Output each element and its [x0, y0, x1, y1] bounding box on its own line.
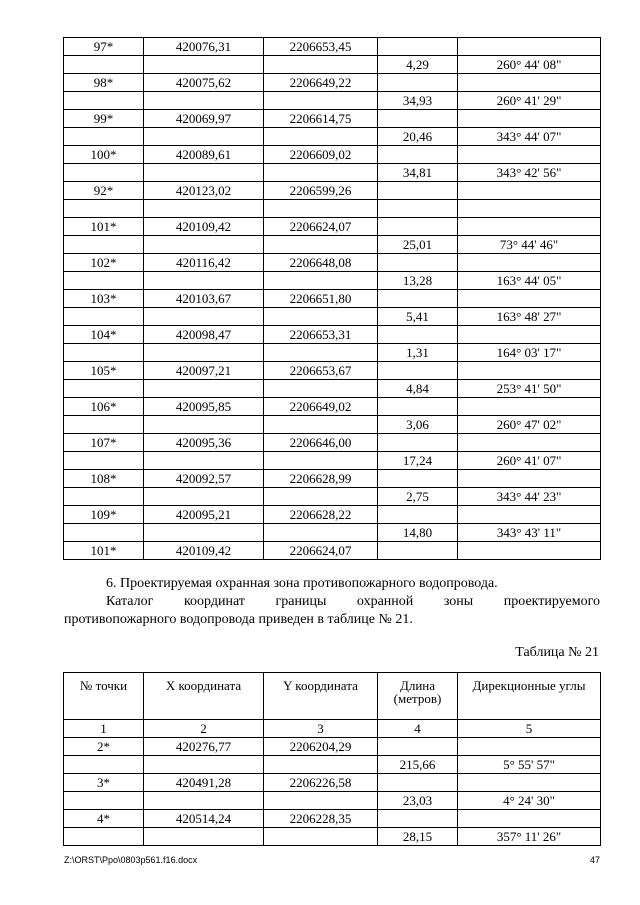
empty-cell	[378, 774, 458, 792]
empty-cell	[144, 488, 264, 506]
footer-page-number: 47	[589, 855, 600, 865]
empty-cell	[378, 542, 458, 560]
table-header-row	[64, 673, 601, 720]
segment-row	[64, 416, 601, 434]
point-row	[64, 738, 601, 756]
x-coordinate: 420123,02	[144, 182, 264, 200]
point-row	[64, 326, 601, 344]
direction-angle: 357° 11' 26"	[458, 828, 601, 846]
point-number: 103*	[64, 290, 144, 308]
segment-length: 23,03	[378, 792, 458, 810]
direction-angle: 260° 41' 29"	[458, 92, 601, 110]
direction-angle: 260° 44' 08"	[458, 56, 601, 74]
y-coordinate: 2206653,67	[264, 362, 378, 380]
point-number: 98*	[64, 74, 144, 92]
point-row	[64, 254, 601, 272]
y-coordinate: 2206646,00	[264, 434, 378, 452]
x-coordinate: 420095,85	[144, 398, 264, 416]
y-coordinate: 2206624,07	[264, 218, 378, 236]
direction-angle: 343° 44' 07"	[458, 128, 601, 146]
y-coordinate: 2206228,35	[264, 810, 378, 828]
empty-cell	[458, 362, 601, 380]
empty-cell	[144, 56, 264, 74]
x-coordinate: 420514,24	[144, 810, 264, 828]
point-row	[64, 38, 601, 56]
empty-cell	[378, 218, 458, 236]
x-coordinate: 420095,36	[144, 434, 264, 452]
point-number: 97*	[64, 38, 144, 56]
y-coordinate: 2206648,08	[264, 254, 378, 272]
segment-length: 34,81	[378, 164, 458, 182]
x-coordinate: 420109,42	[144, 218, 264, 236]
direction-angle: 343° 44' 23"	[458, 488, 601, 506]
column-number-row	[64, 720, 601, 738]
x-coordinate: 420075,62	[144, 74, 264, 92]
empty-cell	[144, 128, 264, 146]
empty-cell	[264, 164, 378, 182]
empty-cell	[144, 272, 264, 290]
point-number: 102*	[64, 254, 144, 272]
empty-cell	[378, 254, 458, 272]
segment-length: 3,06	[378, 416, 458, 434]
empty-cell	[144, 164, 264, 182]
empty-cell	[458, 810, 601, 828]
empty-cell	[264, 828, 378, 846]
point-row	[64, 290, 601, 308]
x-coordinate: 420109,42	[144, 542, 264, 560]
x-coordinate: 420089,61	[144, 146, 264, 164]
empty-cell	[378, 326, 458, 344]
column-number: 2	[144, 720, 264, 738]
empty-cell	[378, 506, 458, 524]
direction-angle	[458, 200, 601, 218]
empty-cell	[458, 434, 601, 452]
empty-cell	[64, 380, 144, 398]
y-coordinate: 2206614,75	[264, 110, 378, 128]
direction-angle: 260° 41' 07"	[458, 452, 601, 470]
empty-cell	[64, 344, 144, 362]
segment-length: 28,15	[378, 828, 458, 846]
empty-cell	[64, 56, 144, 74]
segment-length: 34,93	[378, 92, 458, 110]
empty-cell	[264, 92, 378, 110]
coordinates-table-21	[63, 672, 601, 846]
segment-row	[64, 452, 601, 470]
empty-cell	[378, 738, 458, 756]
y-coordinate: 2206653,31	[264, 326, 378, 344]
empty-cell	[458, 218, 601, 236]
point-row	[64, 542, 601, 560]
empty-cell	[458, 290, 601, 308]
empty-cell	[144, 200, 264, 218]
empty-cell	[458, 774, 601, 792]
segment-row	[64, 828, 601, 846]
empty-cell	[64, 272, 144, 290]
segment-row	[64, 524, 601, 542]
empty-cell	[264, 308, 378, 326]
empty-cell	[458, 254, 601, 272]
header-direction-angle: Дирекционные углы	[458, 673, 601, 720]
empty-cell	[64, 308, 144, 326]
segment-length: 25,01	[378, 236, 458, 254]
segment-row	[64, 92, 601, 110]
empty-cell	[264, 344, 378, 362]
direction-angle: 73° 44' 46"	[458, 236, 601, 254]
segment-row	[64, 200, 601, 218]
empty-cell	[264, 756, 378, 774]
y-coordinate: 2206204,29	[264, 738, 378, 756]
point-row	[64, 470, 601, 488]
empty-cell	[378, 398, 458, 416]
direction-angle: 164° 03' 17"	[458, 344, 601, 362]
x-coordinate: 420092,57	[144, 470, 264, 488]
empty-cell	[264, 56, 378, 74]
segment-row	[64, 344, 601, 362]
empty-cell	[264, 524, 378, 542]
segment-length: 5,41	[378, 308, 458, 326]
point-number: 106*	[64, 398, 144, 416]
direction-angle: 343° 42' 56"	[458, 164, 601, 182]
empty-cell	[458, 146, 601, 164]
segment-length: 14,80	[378, 524, 458, 542]
empty-cell	[264, 128, 378, 146]
empty-cell	[378, 110, 458, 128]
segment-row	[64, 308, 601, 326]
empty-cell	[264, 452, 378, 470]
x-coordinate: 420095,21	[144, 506, 264, 524]
segment-length	[378, 200, 458, 218]
segment-row	[64, 272, 601, 290]
y-coordinate: 2206651,80	[264, 290, 378, 308]
empty-cell	[144, 524, 264, 542]
y-coordinate: 2206628,22	[264, 506, 378, 524]
x-coordinate: 420491,28	[144, 774, 264, 792]
empty-cell	[264, 272, 378, 290]
table-caption: Таблица № 21	[515, 645, 599, 660]
empty-cell	[458, 38, 601, 56]
point-row	[64, 218, 601, 236]
empty-cell	[458, 326, 601, 344]
point-number: 4*	[64, 810, 144, 828]
header-y-coordinate: Y координата	[264, 673, 378, 720]
empty-cell	[144, 756, 264, 774]
segment-row	[64, 792, 601, 810]
segment-length: 1,31	[378, 344, 458, 362]
empty-cell	[458, 74, 601, 92]
direction-angle: 4° 24' 30"	[458, 792, 601, 810]
y-coordinate: 2206649,02	[264, 398, 378, 416]
segment-row	[64, 128, 601, 146]
segment-row	[64, 56, 601, 74]
empty-cell	[378, 434, 458, 452]
empty-cell	[144, 308, 264, 326]
point-number: 108*	[64, 470, 144, 488]
y-coordinate: 2206226,58	[264, 774, 378, 792]
empty-cell	[64, 92, 144, 110]
point-number: 105*	[64, 362, 144, 380]
empty-cell	[264, 792, 378, 810]
point-row	[64, 774, 601, 792]
empty-cell	[458, 110, 601, 128]
empty-cell	[458, 398, 601, 416]
point-number: 3*	[64, 774, 144, 792]
empty-cell	[378, 362, 458, 380]
empty-cell	[458, 182, 601, 200]
empty-cell	[144, 236, 264, 254]
empty-cell	[378, 74, 458, 92]
header-x-coordinate: X координата	[144, 673, 264, 720]
empty-cell	[144, 380, 264, 398]
empty-cell	[144, 828, 264, 846]
empty-cell	[64, 164, 144, 182]
empty-cell	[64, 416, 144, 434]
empty-cell	[378, 810, 458, 828]
segment-row	[64, 380, 601, 398]
column-number: 5	[458, 720, 601, 738]
empty-cell	[64, 524, 144, 542]
empty-cell	[144, 344, 264, 362]
point-row	[64, 74, 601, 92]
direction-angle: 163° 48' 27"	[458, 308, 601, 326]
empty-cell	[64, 792, 144, 810]
empty-cell	[64, 756, 144, 774]
x-coordinate: 420098,47	[144, 326, 264, 344]
direction-angle: 253° 41' 50"	[458, 380, 601, 398]
x-coordinate: 420116,42	[144, 254, 264, 272]
empty-cell	[378, 182, 458, 200]
empty-cell	[458, 542, 601, 560]
x-coordinate: 420076,31	[144, 38, 264, 56]
point-number: 101*	[64, 218, 144, 236]
empty-cell	[458, 470, 601, 488]
section-heading: 6. Проектируемая охранная зона противопожарного водопровода.	[106, 576, 498, 591]
segment-row	[64, 236, 601, 254]
header-length: Длина (метров)	[378, 673, 458, 720]
segment-length: 4,84	[378, 380, 458, 398]
point-row	[64, 110, 601, 128]
section-text-line: противопожарного водопровода приведен в таблице № 21.	[64, 612, 413, 627]
point-row	[64, 810, 601, 828]
segment-row	[64, 488, 601, 506]
segment-length: 4,29	[378, 56, 458, 74]
empty-cell	[378, 290, 458, 308]
point-number: 100*	[64, 146, 144, 164]
empty-cell	[264, 416, 378, 434]
section-text-line: Каталог координат границы охранной зоны проектируемого	[106, 594, 600, 609]
point-row	[64, 182, 601, 200]
empty-cell	[144, 792, 264, 810]
empty-cell	[144, 452, 264, 470]
segment-length: 13,28	[378, 272, 458, 290]
empty-cell	[378, 470, 458, 488]
empty-cell	[264, 236, 378, 254]
point-number: 107*	[64, 434, 144, 452]
point-number: 101*	[64, 542, 144, 560]
segment-length: 17,24	[378, 452, 458, 470]
empty-cell	[264, 200, 378, 218]
y-coordinate: 2206649,22	[264, 74, 378, 92]
empty-cell	[458, 506, 601, 524]
y-coordinate: 2206609,02	[264, 146, 378, 164]
y-coordinate: 2206599,26	[264, 182, 378, 200]
direction-angle: 343° 43' 11"	[458, 524, 601, 542]
column-number: 3	[264, 720, 378, 738]
point-number: 99*	[64, 110, 144, 128]
segment-length: 20,46	[378, 128, 458, 146]
direction-angle: 163° 44' 05"	[458, 272, 601, 290]
segment-length: 215,66	[378, 756, 458, 774]
coordinates-table-continued	[63, 37, 601, 560]
column-number: 1	[64, 720, 144, 738]
header-point-number: № точки	[64, 673, 144, 720]
point-number: 104*	[64, 326, 144, 344]
point-number: 109*	[64, 506, 144, 524]
empty-cell	[378, 146, 458, 164]
empty-cell	[264, 488, 378, 506]
segment-row	[64, 164, 601, 182]
empty-cell	[264, 380, 378, 398]
empty-cell	[64, 488, 144, 506]
empty-cell	[64, 236, 144, 254]
y-coordinate: 2206628,99	[264, 470, 378, 488]
empty-cell	[64, 200, 144, 218]
direction-angle: 260° 47' 02"	[458, 416, 601, 434]
segment-length: 2,75	[378, 488, 458, 506]
empty-cell	[458, 738, 601, 756]
footer-file-path: Z:\ORST\Ppo\0803p561.f16.docx	[64, 855, 198, 865]
point-row	[64, 398, 601, 416]
y-coordinate: 2206624,07	[264, 542, 378, 560]
empty-cell	[64, 828, 144, 846]
direction-angle: 5° 55' 57"	[458, 756, 601, 774]
point-row	[64, 146, 601, 164]
x-coordinate: 420069,97	[144, 110, 264, 128]
column-number: 4	[378, 720, 458, 738]
y-coordinate: 2206653,45	[264, 38, 378, 56]
empty-cell	[64, 452, 144, 470]
x-coordinate: 420097,21	[144, 362, 264, 380]
point-row	[64, 434, 601, 452]
empty-cell	[64, 128, 144, 146]
segment-row	[64, 756, 601, 774]
x-coordinate: 420103,67	[144, 290, 264, 308]
point-number: 92*	[64, 182, 144, 200]
point-row	[64, 362, 601, 380]
empty-cell	[144, 416, 264, 434]
point-row	[64, 506, 601, 524]
x-coordinate: 420276,77	[144, 738, 264, 756]
point-number: 2*	[64, 738, 144, 756]
empty-cell	[378, 38, 458, 56]
empty-cell	[144, 92, 264, 110]
